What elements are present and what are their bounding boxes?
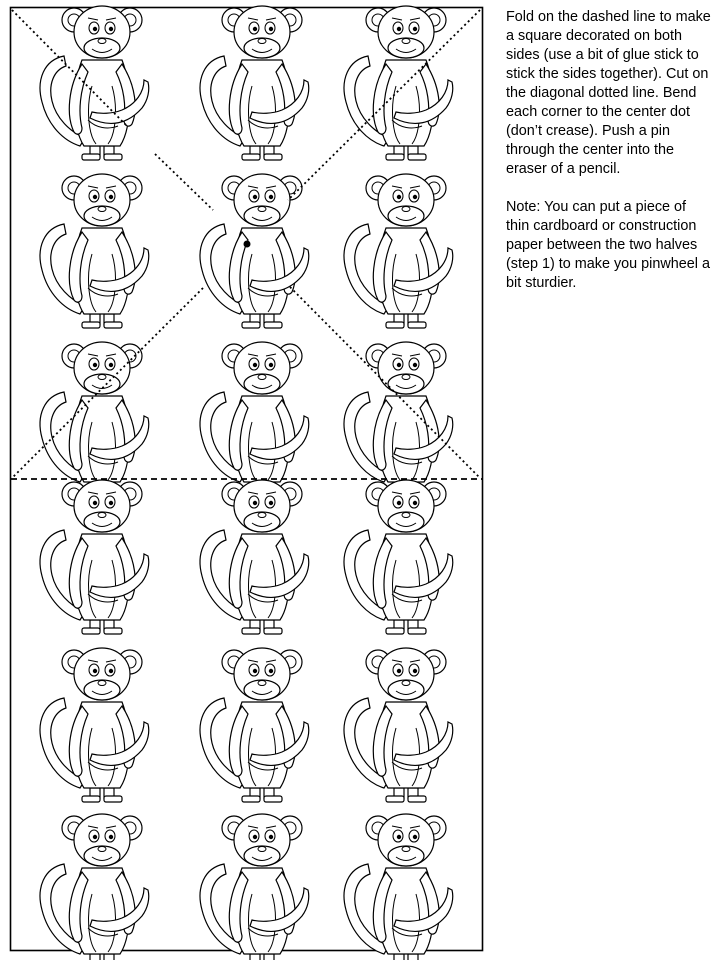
monkey-illustration [200,342,309,496]
monkey-illustration [344,342,453,496]
monkey-illustration [40,174,149,328]
monkey-illustration [344,648,453,802]
monkey-illustration [40,480,149,634]
monkey-illustration [40,6,149,160]
monkey-illustration [40,648,149,802]
instructions-note: Note: You can put a piece of thin cardboard or construction paper between the two halves (step 1) to make you pinwheel a bit sturdier. [506,199,710,291]
monkey-illustration [40,814,149,960]
monkey-illustration [344,480,453,634]
monkey-illustration [40,342,149,496]
center-dot [244,241,251,248]
monkey-illustration [200,6,309,160]
monkey-illustration [200,480,309,634]
monkey-illustration [200,648,309,802]
monkey-illustration [200,174,309,328]
monkey-illustration [344,6,453,160]
monkey-illustration [344,814,453,960]
monkey-grid [40,6,453,960]
instructions-steps: Fold on the dashed line to make a square decorated on both sides (use a bit of glue stick to stick the sides together). Cut on the diagonal dotted line. Bend each corner to the center dot (don’t crease). Push a pin through the center into the eraser of a pencil. [506,9,711,177]
monkey-illustration [200,814,309,960]
monkey-illustration [344,174,453,328]
instructions-panel [506,8,712,312]
